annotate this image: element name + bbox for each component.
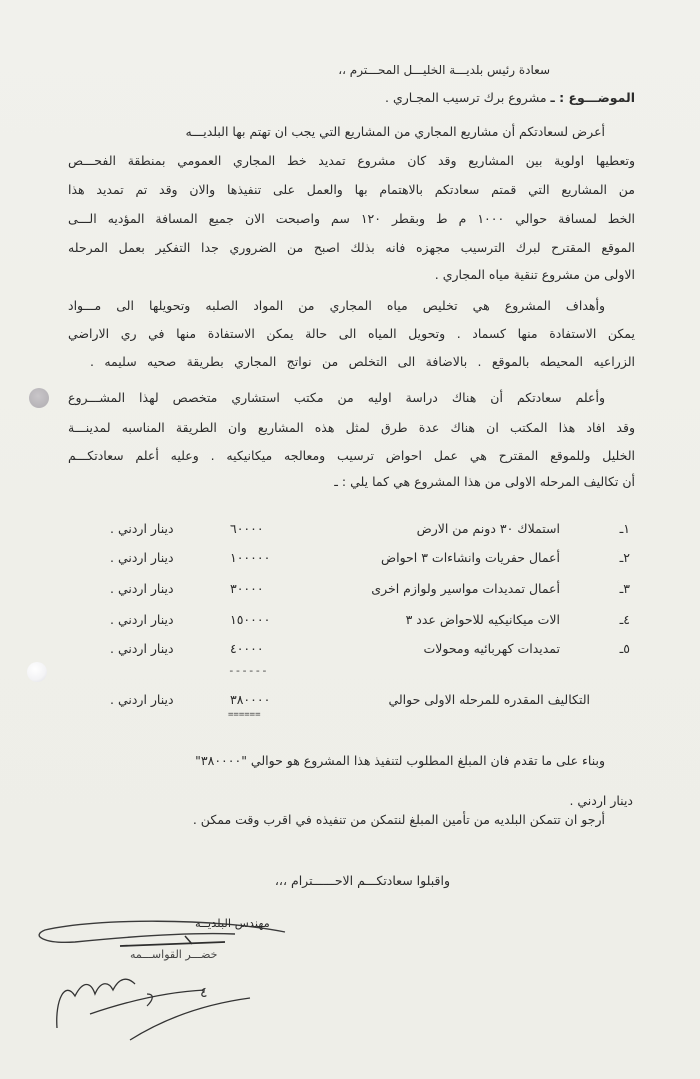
- subtotal-separator: ------: [228, 664, 268, 677]
- item-number: ٤ـ: [619, 612, 630, 627]
- paragraph-line: الاولى من مشروع تنقية مياه المجاري .: [434, 267, 635, 282]
- cost-item-row: [100, 581, 630, 599]
- paragraph-line: وأعلم سعادتكم أن هناك دراسة اوليه من مكتب استشاري متخصص لهذا المشـــروع: [68, 390, 605, 405]
- paragraph-line: وبناء على ما تقدم فان المبلغ المطلوب لتنفيذ هذا المشروع هو حوالي "٣٨٠٠٠٠": [195, 753, 605, 768]
- item-amount: ٣٠٠٠٠: [230, 581, 264, 596]
- subject-label: الموضـــوع : ـ: [550, 90, 635, 105]
- cost-item-row: [100, 550, 630, 568]
- closing-line: واقبلوا سعادتكـــم الاحــــــترام ،،،: [274, 873, 450, 888]
- punch-hole: [27, 662, 47, 682]
- item-number: ١ـ: [619, 521, 630, 536]
- item-description: استملاك ٣٠ دونم من الارض: [416, 521, 560, 536]
- total-amount: ٣٨٠٠٠٠: [230, 692, 271, 707]
- item-currency: دينار اردني .: [110, 521, 174, 536]
- handwritten-signature-icon: [35, 910, 335, 1050]
- paragraph-line: أن تكاليف المرحله الاولى من هذا المشروع هي كما يلي : ـ: [334, 474, 635, 489]
- total-currency: دينار اردني .: [110, 692, 174, 707]
- paragraph-line: وأهداف المشروع هي تخليص مياه المجاري من المواد الصلبه وتحويلها الى مـــواد: [68, 298, 605, 313]
- total-description: التكاليف المقدره للمرحله الاولى حوالي: [388, 692, 590, 707]
- total-separator: ======: [228, 710, 261, 720]
- total-row: [100, 692, 630, 710]
- signature-title: مهندس البلديــه: [195, 916, 270, 930]
- cost-item-row: [100, 521, 630, 539]
- salutation: سعادة رئيس بلديـــة الخليـــل المحـــترم ،،: [338, 63, 550, 77]
- item-description: أعمال حفريات وانشاءات ٣ احواض: [381, 550, 560, 565]
- item-description: الات ميكانيكيه للاحواض عدد ٣: [405, 612, 560, 627]
- paragraph-line: الخليل وللموقع المقترح هي عمل احواض ترسيب ومعالجه ميكانيكيه . وعليه أعلم سعادتكـــم: [68, 448, 635, 463]
- paragraph-line: الزراعيه المحيطه بالموقع . بالاضافة الى التخلص من نواتج المجاري بطريقة صحيه سليمه .: [90, 354, 635, 369]
- item-currency: دينار اردني .: [110, 612, 174, 627]
- signature-block: [35, 910, 335, 1050]
- cost-item-row: [100, 641, 630, 659]
- item-amount: ١٠٠٠٠٠: [230, 550, 271, 565]
- paragraph-line: أعرض لسعادتكم أن مشاريع المجاري من المشاريع التي يجب ان تهتم بها البلديـــه: [185, 124, 605, 139]
- paragraph-line: من المشاريع التي قمتم سعادتكم بالاهتمام بها والعمل على تنفيذها والان وقد تم تمديد هذا: [68, 182, 635, 197]
- item-amount: ٤٠٠٠٠: [230, 641, 264, 656]
- paragraph-line: دينار اردني .: [569, 793, 633, 808]
- page-mark: ٤: [200, 985, 208, 1001]
- punch-hole: [29, 388, 49, 408]
- paragraph-line: الخط لمسافة حوالي ١٠٠٠ م ط وبقطر ١٢٠ سم واصبحت الان جميع المسافة المؤديه الـــى: [68, 211, 635, 226]
- item-number: ٥ـ: [619, 641, 630, 656]
- paragraph-line: الموقع المقترح لبرك الترسيب مجهزه فانه بذلك اصبح من الضروري جدا التفكير بعمل المرحله: [68, 240, 635, 255]
- subject-line: [385, 90, 635, 106]
- item-amount: ١٥٠٠٠٠: [230, 612, 271, 627]
- paragraph-line: وقد افاد هذا المكتب ان هناك عدة طرق لمثل هذه المشاريع وان الطريقة المناسبه لمدينـــة: [68, 420, 635, 435]
- item-currency: دينار اردني .: [110, 581, 174, 596]
- item-currency: دينار اردني .: [110, 550, 174, 565]
- paragraph-line: وتعطيها اولوية بين المشاريع وقد كان مشروع تمديد خط المجاري العمومي بمنطقة الفحـــص: [68, 153, 635, 168]
- item-number: ٢ـ: [619, 550, 630, 565]
- item-amount: ٦٠٠٠٠: [230, 521, 264, 536]
- signature-name: خضـــر القواســـمه: [130, 948, 218, 961]
- item-number: ٣ـ: [619, 581, 630, 596]
- subject-text: مشروع برك ترسيب المجـاري .: [385, 90, 547, 105]
- paragraph-line: يمكن الاستفادة منها كسماد . وتحويل المياه الى حالة يمكن الاستفادة منها في ري الاراضي: [68, 326, 635, 341]
- request-line: أرجو ان تتمكن البلديه من تأمين المبلغ لنتمكن من تنفيذه في اقرب وقت ممكن .: [192, 812, 605, 827]
- cost-item-row: [100, 612, 630, 630]
- item-description: تمديدات كهربائيه ومحولات: [423, 641, 560, 656]
- item-currency: دينار اردني .: [110, 641, 174, 656]
- item-description: أعمال تمديدات مواسير ولوازم اخرى: [371, 581, 560, 596]
